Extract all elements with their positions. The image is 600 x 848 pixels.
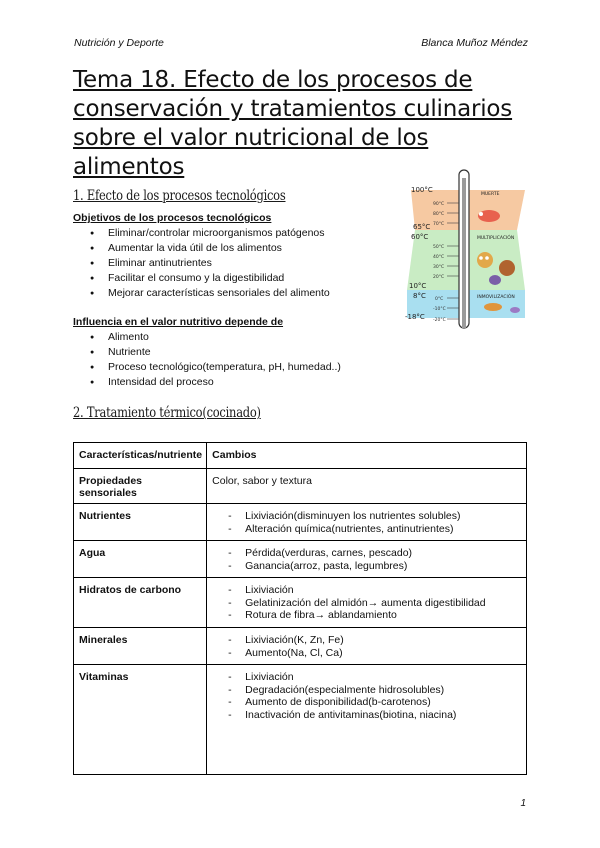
microbe-icon <box>510 307 520 313</box>
list-item: ● Nutriente <box>90 345 341 360</box>
change-item: - Aumento(Na, Cl, Ca) <box>228 647 522 660</box>
tick-label: 20°C <box>433 275 445 280</box>
table-cell-changes <box>207 628 527 665</box>
table-row <box>74 541 527 578</box>
table-cell-feature: Hidratos de carbono <box>74 578 207 628</box>
table-cell-changes <box>207 504 527 541</box>
influence-heading: Influencia en el valor nutritivo depende de <box>73 316 284 328</box>
table-cell-feature: Propiedades sensoriales <box>74 469 207 504</box>
change-item: - Degradación(especialmente hidrosolubles) <box>228 684 522 697</box>
tick-label: 50°C <box>433 245 445 250</box>
list-item: ● Eliminar/controlar microorganismos patógenos <box>90 226 330 241</box>
table-row <box>74 665 527 775</box>
temp-label: 100°C <box>411 186 433 194</box>
table-cell-changes <box>207 665 527 775</box>
change-item: - Rotura de fibra→ ablandamiento <box>228 609 522 622</box>
cooking-effects-table <box>73 442 527 775</box>
list-item: ● Mejorar características sensoriales del alimento <box>90 286 330 301</box>
change-item: - Aumento de disponibilidad(b-carotenos) <box>228 696 522 709</box>
column-header: Cambios <box>207 443 527 469</box>
table-cell-feature: Nutrientes <box>74 504 207 541</box>
tick-label: 70°C <box>433 222 445 227</box>
section-1-heading: 1. Efecto de los procesos tecnológicos <box>73 188 286 204</box>
table-cell-feature: Agua <box>74 541 207 578</box>
table-row <box>74 628 527 665</box>
zone-label: MUERTE <box>481 192 500 197</box>
list-item: ● Facilitar el consumo y la digestibilidad <box>90 271 330 286</box>
table-row <box>74 504 527 541</box>
table-cell-feature: Vitaminas <box>74 665 207 775</box>
tick-label: -10°C <box>433 307 446 312</box>
microbe-icon <box>489 275 501 285</box>
microbe-icon <box>479 212 483 216</box>
change-item: - Lixiviación <box>228 671 522 684</box>
microbe-icon <box>477 252 493 268</box>
temp-label: 8°C <box>413 292 426 300</box>
page-number: 1 <box>520 798 526 809</box>
change-item: - Alteración química(nutrientes, antinutrientes) <box>228 523 522 536</box>
change-item: - Gelatinización del almidón→ aumenta digestibilidad <box>228 597 522 610</box>
zone-label: MULTIPLICACIÓN <box>477 236 515 241</box>
microbe-icon <box>485 256 489 260</box>
change-item: - Ganancia(arroz, pasta, legumbres) <box>228 560 522 573</box>
tick-label: 30°C <box>433 265 445 270</box>
table-cell-changes <box>207 578 527 628</box>
column-header: Características/nutriente <box>74 443 207 469</box>
list-item: ● Alimento <box>90 330 341 345</box>
tick-label: 40°C <box>433 255 445 260</box>
section-2-heading: 2. Tratamiento térmico(cocinado) <box>73 405 261 421</box>
objectives-heading: Objetivos de los procesos tecnológicos <box>73 212 272 224</box>
list-item: ● Eliminar antinutrientes <box>90 256 330 271</box>
table-header-row <box>74 443 527 469</box>
header-right: Blanca Muñoz Méndez <box>421 37 528 49</box>
table-cell-changes: Color, sabor y textura <box>207 469 527 504</box>
temp-label: 60°C <box>411 233 429 241</box>
thermometer-mercury <box>462 178 466 328</box>
change-item: - Inactivación de antivitaminas(biotina, niacina) <box>228 709 522 722</box>
tick-label: 0°C <box>435 297 444 302</box>
influence-list <box>90 330 341 390</box>
microbe-icon <box>478 210 500 222</box>
change-item: - Lixiviación(K, Zn, Fe) <box>228 634 522 647</box>
microbe-icon <box>484 303 502 311</box>
change-item: - Pérdida(verduras, carnes, pescado) <box>228 547 522 560</box>
objectives-list <box>90 226 330 301</box>
thermometer-illustration <box>385 168 530 333</box>
change-item: - Lixiviación <box>228 584 522 597</box>
page-title: Tema 18. Efecto de los procesos de conservación y tratamientos culinarios sobre el valor nutricional de los alimentos <box>73 67 513 180</box>
header-left: Nutrición y Deporte <box>74 37 164 49</box>
temp-label: 65°C <box>413 223 431 231</box>
microbe-icon <box>499 260 515 276</box>
list-item: ● Intensidad del proceso <box>90 375 341 390</box>
tick-label: 90°C <box>433 202 445 207</box>
zone-label: INMOVILIZACIÓN <box>477 295 515 300</box>
table-row <box>74 578 527 628</box>
table-cell-feature: Minerales <box>74 628 207 665</box>
change-item: - Lixiviación(disminuyen los nutrientes solubles) <box>228 510 522 523</box>
temp-label: -18°C <box>405 313 425 321</box>
list-item: ● Aumentar la vida útil de los alimentos <box>90 241 330 256</box>
temp-label: 10°C <box>409 282 427 290</box>
table-cell-changes <box>207 541 527 578</box>
microbe-icon <box>479 256 483 260</box>
list-item: ● Proceso tecnológico(temperatura, pH, humedad..) <box>90 360 341 375</box>
table-row <box>74 469 527 504</box>
tick-label: -20°C <box>433 318 446 323</box>
tick-label: 80°C <box>433 212 445 217</box>
